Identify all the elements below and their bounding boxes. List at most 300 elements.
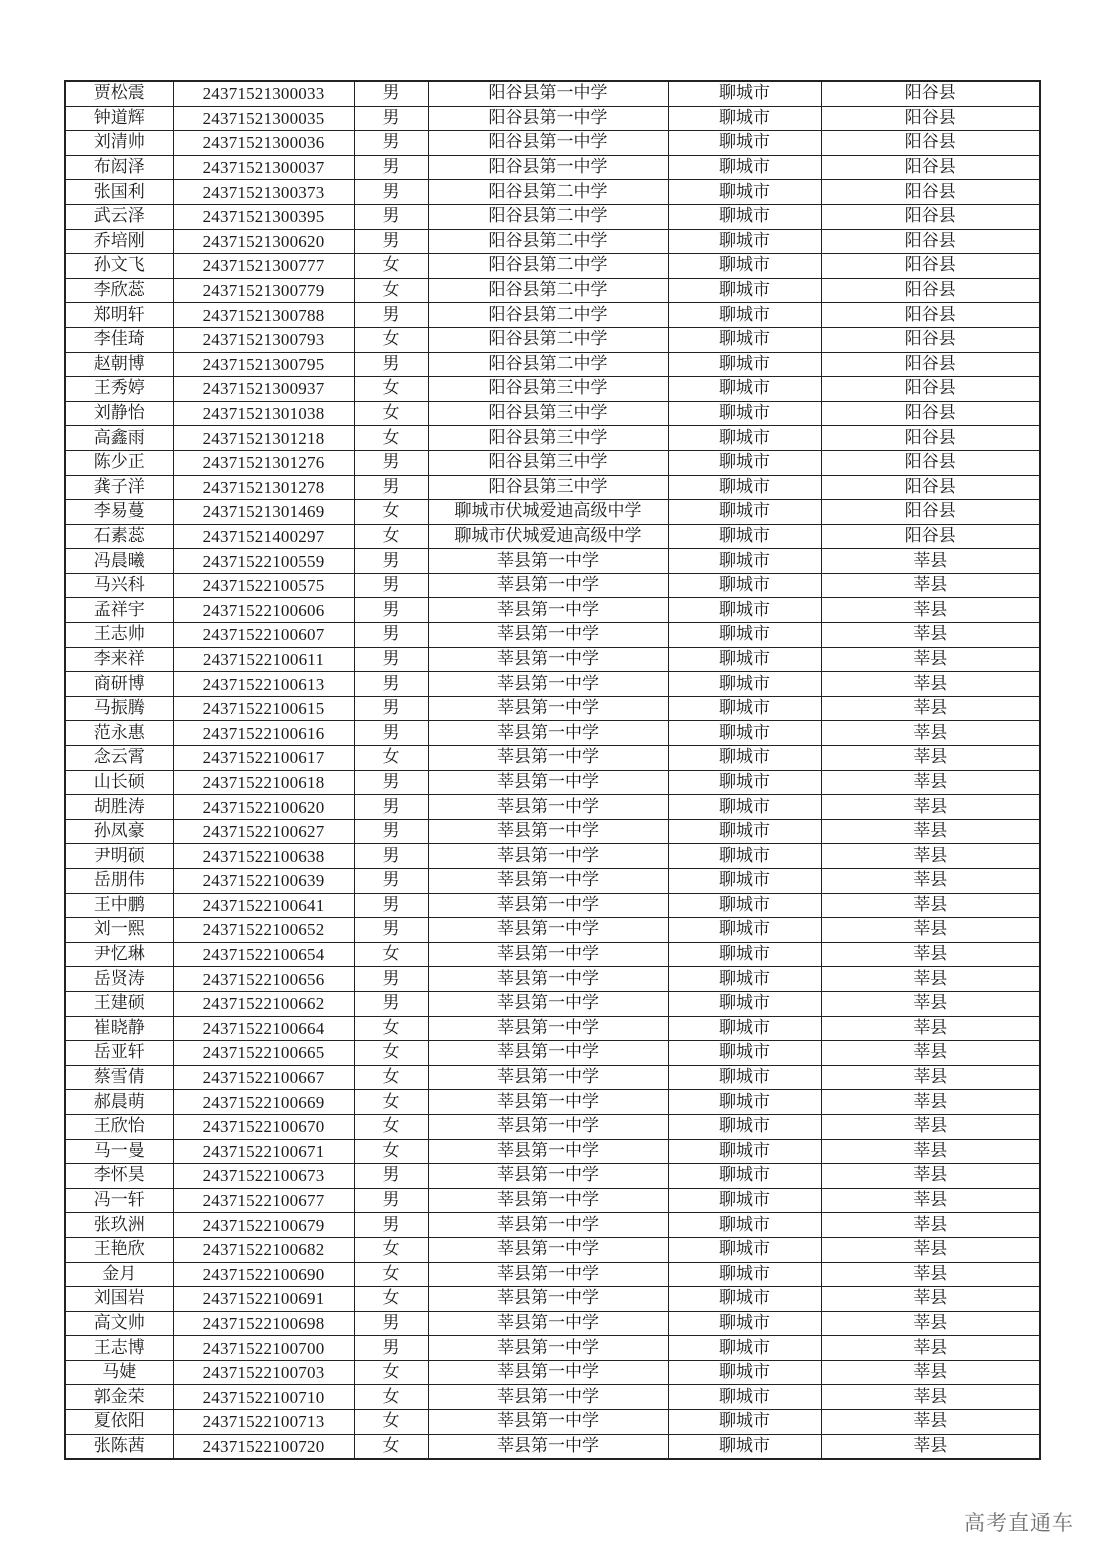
county-cell: 莘县 [821, 696, 1040, 721]
school-name-cell: 莘县第一中学 [428, 795, 668, 820]
table-row [65, 475, 1040, 500]
gender-cell: 女 [354, 327, 428, 352]
city-cell: 聊城市 [668, 426, 821, 451]
school-name-cell: 聊城市伏城爱迪高级中学 [428, 500, 668, 525]
gender-cell: 男 [354, 155, 428, 180]
student-name-cell: 钟道辉 [65, 106, 173, 131]
school-name-cell: 莘县第一中学 [428, 893, 668, 918]
school-name-cell: 阳谷县第一中学 [428, 106, 668, 131]
table-row [65, 549, 1040, 574]
gender-cell: 男 [354, 721, 428, 746]
table-row [65, 1139, 1040, 1164]
gender-cell: 女 [354, 1090, 428, 1115]
school-name-cell: 阳谷县第三中学 [428, 450, 668, 475]
city-cell: 聊城市 [668, 401, 821, 426]
county-cell: 莘县 [821, 672, 1040, 697]
table-row [65, 352, 1040, 377]
exam-number-cell: 24371522100690 [173, 1262, 354, 1287]
city-cell: 聊城市 [668, 1360, 821, 1385]
student-name-cell: 孙凤豪 [65, 819, 173, 844]
county-cell: 阳谷县 [821, 254, 1040, 279]
county-cell: 莘县 [821, 1188, 1040, 1213]
student-name-cell: 冯一轩 [65, 1188, 173, 1213]
county-cell: 莘县 [821, 967, 1040, 992]
gender-cell: 男 [354, 573, 428, 598]
student-roster-table [64, 80, 1041, 1460]
exam-number-cell: 24371522100665 [173, 1041, 354, 1066]
student-name-cell: 张玖洲 [65, 1213, 173, 1238]
county-cell: 阳谷县 [821, 327, 1040, 352]
school-name-cell: 莘县第一中学 [428, 770, 668, 795]
student-name-cell: 王志博 [65, 1336, 173, 1361]
county-cell: 阳谷县 [821, 377, 1040, 402]
table-row [65, 327, 1040, 352]
city-cell: 聊城市 [668, 598, 821, 623]
city-cell: 聊城市 [668, 254, 821, 279]
table-row [65, 524, 1040, 549]
student-roster-sheet [64, 80, 1039, 1460]
city-cell: 聊城市 [668, 1410, 821, 1435]
exam-number-cell: 24371521301278 [173, 475, 354, 500]
county-cell: 阳谷县 [821, 229, 1040, 254]
county-cell: 莘县 [821, 623, 1040, 648]
student-name-cell: 范永惠 [65, 721, 173, 746]
table-row [65, 106, 1040, 131]
city-cell: 聊城市 [668, 106, 821, 131]
school-name-cell: 阳谷县第一中学 [428, 155, 668, 180]
city-cell: 聊城市 [668, 573, 821, 598]
exam-number-cell: 24371521300037 [173, 155, 354, 180]
gender-cell: 男 [354, 672, 428, 697]
city-cell: 聊城市 [668, 1041, 821, 1066]
student-name-cell: 刘静怡 [65, 401, 173, 426]
student-name-cell: 冯晨曦 [65, 549, 173, 574]
gender-cell: 男 [354, 795, 428, 820]
county-cell: 莘县 [821, 746, 1040, 771]
school-name-cell: 莘县第一中学 [428, 844, 668, 869]
exam-number-cell: 24371522100662 [173, 991, 354, 1016]
gender-cell: 女 [354, 278, 428, 303]
exam-number-cell: 24371522100664 [173, 1016, 354, 1041]
gender-cell: 男 [354, 647, 428, 672]
table-row [65, 426, 1040, 451]
school-name-cell: 莘县第一中学 [428, 1287, 668, 1312]
school-name-cell: 莘县第一中学 [428, 1164, 668, 1189]
student-name-cell: 岳朋伟 [65, 869, 173, 894]
school-name-cell: 莘县第一中学 [428, 746, 668, 771]
student-name-cell: 郭金荣 [65, 1385, 173, 1410]
school-name-cell: 莘县第一中学 [428, 967, 668, 992]
gender-cell: 女 [354, 1237, 428, 1262]
gender-cell: 女 [354, 1434, 428, 1459]
student-name-cell: 王建硕 [65, 991, 173, 1016]
gender-cell: 女 [354, 1139, 428, 1164]
table-row [65, 1434, 1040, 1459]
table-row [65, 1262, 1040, 1287]
city-cell: 聊城市 [668, 1237, 821, 1262]
student-name-cell: 龚子洋 [65, 475, 173, 500]
county-cell: 莘县 [821, 1385, 1040, 1410]
table-row [65, 1188, 1040, 1213]
county-cell: 阳谷县 [821, 450, 1040, 475]
student-name-cell: 尹忆琳 [65, 942, 173, 967]
school-name-cell: 莘县第一中学 [428, 1262, 668, 1287]
table-row [65, 672, 1040, 697]
roster-body [65, 81, 1040, 1459]
exam-number-cell: 24371521400297 [173, 524, 354, 549]
gender-cell: 男 [354, 352, 428, 377]
city-cell: 聊城市 [668, 327, 821, 352]
student-name-cell: 石素蕊 [65, 524, 173, 549]
city-cell: 聊城市 [668, 377, 821, 402]
student-name-cell: 马振腾 [65, 696, 173, 721]
city-cell: 聊城市 [668, 1090, 821, 1115]
student-name-cell: 高文帅 [65, 1311, 173, 1336]
student-name-cell: 岳贤涛 [65, 967, 173, 992]
school-name-cell: 莘县第一中学 [428, 1213, 668, 1238]
gender-cell: 男 [354, 475, 428, 500]
exam-number-cell: 24371522100654 [173, 942, 354, 967]
school-name-cell: 莘县第一中学 [428, 991, 668, 1016]
county-cell: 阳谷县 [821, 131, 1040, 156]
school-name-cell: 阳谷县第二中学 [428, 229, 668, 254]
exam-number-cell: 24371522100698 [173, 1311, 354, 1336]
exam-number-cell: 24371522100618 [173, 770, 354, 795]
table-row [65, 844, 1040, 869]
school-name-cell: 阳谷县第一中学 [428, 131, 668, 156]
student-name-cell: 张陈茜 [65, 1434, 173, 1459]
exam-number-cell: 24371521300035 [173, 106, 354, 131]
county-cell: 莘县 [821, 869, 1040, 894]
school-name-cell: 莘县第一中学 [428, 1360, 668, 1385]
table-row [65, 1287, 1040, 1312]
gender-cell: 女 [354, 377, 428, 402]
city-cell: 聊城市 [668, 819, 821, 844]
exam-number-cell: 24371522100682 [173, 1237, 354, 1262]
exam-number-cell: 24371521300788 [173, 303, 354, 328]
table-row [65, 1090, 1040, 1115]
city-cell: 聊城市 [668, 1065, 821, 1090]
table-row [65, 623, 1040, 648]
gender-cell: 女 [354, 746, 428, 771]
county-cell: 莘县 [821, 918, 1040, 943]
school-name-cell: 阳谷县第二中学 [428, 327, 668, 352]
table-row [65, 180, 1040, 205]
table-row [65, 401, 1040, 426]
county-cell: 阳谷县 [821, 278, 1040, 303]
gender-cell: 女 [354, 426, 428, 451]
gender-cell: 女 [354, 1065, 428, 1090]
gender-cell: 女 [354, 1114, 428, 1139]
student-name-cell: 高鑫雨 [65, 426, 173, 451]
county-cell: 阳谷县 [821, 204, 1040, 229]
school-name-cell: 阳谷县第一中学 [428, 81, 668, 106]
student-name-cell: 布闳泽 [65, 155, 173, 180]
gender-cell: 男 [354, 1311, 428, 1336]
student-name-cell: 李怀昊 [65, 1164, 173, 1189]
gender-cell: 男 [354, 549, 428, 574]
table-row [65, 918, 1040, 943]
exam-number-cell: 24371522100691 [173, 1287, 354, 1312]
county-cell: 阳谷县 [821, 155, 1040, 180]
exam-number-cell: 24371522100673 [173, 1164, 354, 1189]
city-cell: 聊城市 [668, 1434, 821, 1459]
table-row [65, 696, 1040, 721]
exam-number-cell: 24371522100575 [173, 573, 354, 598]
gender-cell: 男 [354, 623, 428, 648]
table-row [65, 721, 1040, 746]
county-cell: 莘县 [821, 1311, 1040, 1336]
gender-cell: 男 [354, 967, 428, 992]
county-cell: 莘县 [821, 1336, 1040, 1361]
city-cell: 聊城市 [668, 155, 821, 180]
gender-cell: 女 [354, 1360, 428, 1385]
county-cell: 莘县 [821, 1016, 1040, 1041]
county-cell: 莘县 [821, 1237, 1040, 1262]
table-row [65, 1385, 1040, 1410]
table-row [65, 1114, 1040, 1139]
school-name-cell: 阳谷县第三中学 [428, 426, 668, 451]
student-name-cell: 马兴科 [65, 573, 173, 598]
gender-cell: 男 [354, 598, 428, 623]
table-row [65, 229, 1040, 254]
exam-number-cell: 24371521300777 [173, 254, 354, 279]
exam-number-cell: 24371521300395 [173, 204, 354, 229]
exam-number-cell: 24371521300795 [173, 352, 354, 377]
gender-cell: 男 [354, 696, 428, 721]
exam-number-cell: 24371521300937 [173, 377, 354, 402]
gender-cell: 女 [354, 942, 428, 967]
city-cell: 聊城市 [668, 549, 821, 574]
exam-number-cell: 24371522100616 [173, 721, 354, 746]
exam-number-cell: 24371522100559 [173, 549, 354, 574]
county-cell: 莘县 [821, 991, 1040, 1016]
table-row [65, 1041, 1040, 1066]
student-name-cell: 崔晓静 [65, 1016, 173, 1041]
exam-number-cell: 24371521300620 [173, 229, 354, 254]
city-cell: 聊城市 [668, 500, 821, 525]
table-row [65, 1164, 1040, 1189]
city-cell: 聊城市 [668, 991, 821, 1016]
city-cell: 聊城市 [668, 770, 821, 795]
gender-cell: 女 [354, 1041, 428, 1066]
table-row [65, 795, 1040, 820]
student-name-cell: 岳亚轩 [65, 1041, 173, 1066]
exam-number-cell: 24371522100652 [173, 918, 354, 943]
gender-cell: 男 [354, 893, 428, 918]
exam-number-cell: 24371521301276 [173, 450, 354, 475]
city-cell: 聊城市 [668, 278, 821, 303]
student-name-cell: 郑明轩 [65, 303, 173, 328]
county-cell: 阳谷县 [821, 106, 1040, 131]
exam-number-cell: 24371522100677 [173, 1188, 354, 1213]
student-name-cell: 赵朝博 [65, 352, 173, 377]
city-cell: 聊城市 [668, 672, 821, 697]
student-name-cell: 马婕 [65, 1360, 173, 1385]
gender-cell: 男 [354, 869, 428, 894]
gender-cell: 男 [354, 450, 428, 475]
table-row [65, 131, 1040, 156]
school-name-cell: 莘县第一中学 [428, 573, 668, 598]
county-cell: 莘县 [821, 1139, 1040, 1164]
exam-number-cell: 24371521300373 [173, 180, 354, 205]
table-row [65, 303, 1040, 328]
city-cell: 聊城市 [668, 1164, 821, 1189]
exam-number-cell: 24371522100641 [173, 893, 354, 918]
exam-number-cell: 24371522100670 [173, 1114, 354, 1139]
city-cell: 聊城市 [668, 303, 821, 328]
gender-cell: 男 [354, 204, 428, 229]
exam-number-cell: 24371522100620 [173, 795, 354, 820]
gender-cell: 男 [354, 1188, 428, 1213]
city-cell: 聊城市 [668, 1262, 821, 1287]
watermark-text: 高考直通车 [964, 1511, 1074, 1535]
city-cell: 聊城市 [668, 918, 821, 943]
county-cell: 莘县 [821, 647, 1040, 672]
city-cell: 聊城市 [668, 942, 821, 967]
city-cell: 聊城市 [668, 746, 821, 771]
gender-cell: 女 [354, 1410, 428, 1435]
school-name-cell: 阳谷县第二中学 [428, 254, 668, 279]
city-cell: 聊城市 [668, 1016, 821, 1041]
gender-cell: 男 [354, 81, 428, 106]
school-name-cell: 莘县第一中学 [428, 623, 668, 648]
county-cell: 莘县 [821, 1065, 1040, 1090]
table-row [65, 967, 1040, 992]
student-name-cell: 王中鹏 [65, 893, 173, 918]
gender-cell: 女 [354, 1385, 428, 1410]
school-name-cell: 阳谷县第三中学 [428, 377, 668, 402]
county-cell: 阳谷县 [821, 475, 1040, 500]
school-name-cell: 莘县第一中学 [428, 1385, 668, 1410]
table-row [65, 598, 1040, 623]
student-name-cell: 山长硕 [65, 770, 173, 795]
county-cell: 莘县 [821, 721, 1040, 746]
city-cell: 聊城市 [668, 1213, 821, 1238]
city-cell: 聊城市 [668, 623, 821, 648]
gender-cell: 男 [354, 131, 428, 156]
gender-cell: 男 [354, 770, 428, 795]
student-name-cell: 郝晨萌 [65, 1090, 173, 1115]
exam-number-cell: 24371522100710 [173, 1385, 354, 1410]
exam-number-cell: 24371522100627 [173, 819, 354, 844]
student-name-cell: 金月 [65, 1262, 173, 1287]
exam-number-cell: 24371522100613 [173, 672, 354, 697]
gender-cell: 男 [354, 303, 428, 328]
school-name-cell: 莘县第一中学 [428, 1237, 668, 1262]
exam-number-cell: 24371521300793 [173, 327, 354, 352]
school-name-cell: 莘县第一中学 [428, 1016, 668, 1041]
county-cell: 阳谷县 [821, 426, 1040, 451]
city-cell: 聊城市 [668, 1385, 821, 1410]
table-row [65, 1311, 1040, 1336]
county-cell: 莘县 [821, 1090, 1040, 1115]
student-name-cell: 王秀婷 [65, 377, 173, 402]
county-cell: 莘县 [821, 1213, 1040, 1238]
school-name-cell: 莘县第一中学 [428, 1041, 668, 1066]
student-name-cell: 李佳琦 [65, 327, 173, 352]
exam-number-cell: 24371522100611 [173, 647, 354, 672]
city-cell: 聊城市 [668, 180, 821, 205]
table-row [65, 573, 1040, 598]
school-name-cell: 阳谷县第三中学 [428, 401, 668, 426]
city-cell: 聊城市 [668, 1287, 821, 1312]
county-cell: 莘县 [821, 1410, 1040, 1435]
student-name-cell: 陈少正 [65, 450, 173, 475]
school-name-cell: 莘县第一中学 [428, 1336, 668, 1361]
city-cell: 聊城市 [668, 869, 821, 894]
gender-cell: 女 [354, 401, 428, 426]
student-name-cell: 王志帅 [65, 623, 173, 648]
school-name-cell: 莘县第一中学 [428, 942, 668, 967]
school-name-cell: 阳谷县第二中学 [428, 278, 668, 303]
city-cell: 聊城市 [668, 1188, 821, 1213]
table-row [65, 647, 1040, 672]
table-row [65, 770, 1040, 795]
exam-number-cell: 24371521301038 [173, 401, 354, 426]
county-cell: 莘县 [821, 942, 1040, 967]
school-name-cell: 莘县第一中学 [428, 721, 668, 746]
county-cell: 阳谷县 [821, 500, 1040, 525]
school-name-cell: 阳谷县第二中学 [428, 303, 668, 328]
city-cell: 聊城市 [668, 524, 821, 549]
exam-number-cell: 24371522100669 [173, 1090, 354, 1115]
county-cell: 莘县 [821, 1114, 1040, 1139]
student-name-cell: 刘清帅 [65, 131, 173, 156]
city-cell: 聊城市 [668, 450, 821, 475]
student-name-cell: 乔培刚 [65, 229, 173, 254]
exam-number-cell: 24371522100656 [173, 967, 354, 992]
school-name-cell: 莘县第一中学 [428, 672, 668, 697]
table-row [65, 1237, 1040, 1262]
table-row [65, 450, 1040, 475]
table-row [65, 1360, 1040, 1385]
table-row [65, 81, 1040, 106]
exam-number-cell: 24371521300779 [173, 278, 354, 303]
exam-number-cell: 24371521300036 [173, 131, 354, 156]
school-name-cell: 阳谷县第二中学 [428, 180, 668, 205]
school-name-cell: 莘县第一中学 [428, 918, 668, 943]
exam-number-cell: 24371522100703 [173, 1360, 354, 1385]
county-cell: 莘县 [821, 1360, 1040, 1385]
county-cell: 阳谷县 [821, 180, 1040, 205]
student-name-cell: 孟祥宇 [65, 598, 173, 623]
school-name-cell: 莘县第一中学 [428, 1065, 668, 1090]
table-row [65, 254, 1040, 279]
school-name-cell: 阳谷县第三中学 [428, 475, 668, 500]
county-cell: 莘县 [821, 598, 1040, 623]
county-cell: 莘县 [821, 893, 1040, 918]
county-cell: 莘县 [821, 1041, 1040, 1066]
table-row [65, 819, 1040, 844]
school-name-cell: 阳谷县第二中学 [428, 204, 668, 229]
school-name-cell: 莘县第一中学 [428, 1090, 668, 1115]
school-name-cell: 莘县第一中学 [428, 647, 668, 672]
county-cell: 莘县 [821, 844, 1040, 869]
gender-cell: 女 [354, 254, 428, 279]
student-name-cell: 念云霄 [65, 746, 173, 771]
city-cell: 聊城市 [668, 352, 821, 377]
city-cell: 聊城市 [668, 475, 821, 500]
gender-cell: 男 [354, 991, 428, 1016]
county-cell: 莘县 [821, 1434, 1040, 1459]
county-cell: 莘县 [821, 1262, 1040, 1287]
school-name-cell: 莘县第一中学 [428, 819, 668, 844]
table-row [65, 204, 1040, 229]
school-name-cell: 莘县第一中学 [428, 1410, 668, 1435]
exam-number-cell: 24371521301469 [173, 500, 354, 525]
county-cell: 莘县 [821, 819, 1040, 844]
